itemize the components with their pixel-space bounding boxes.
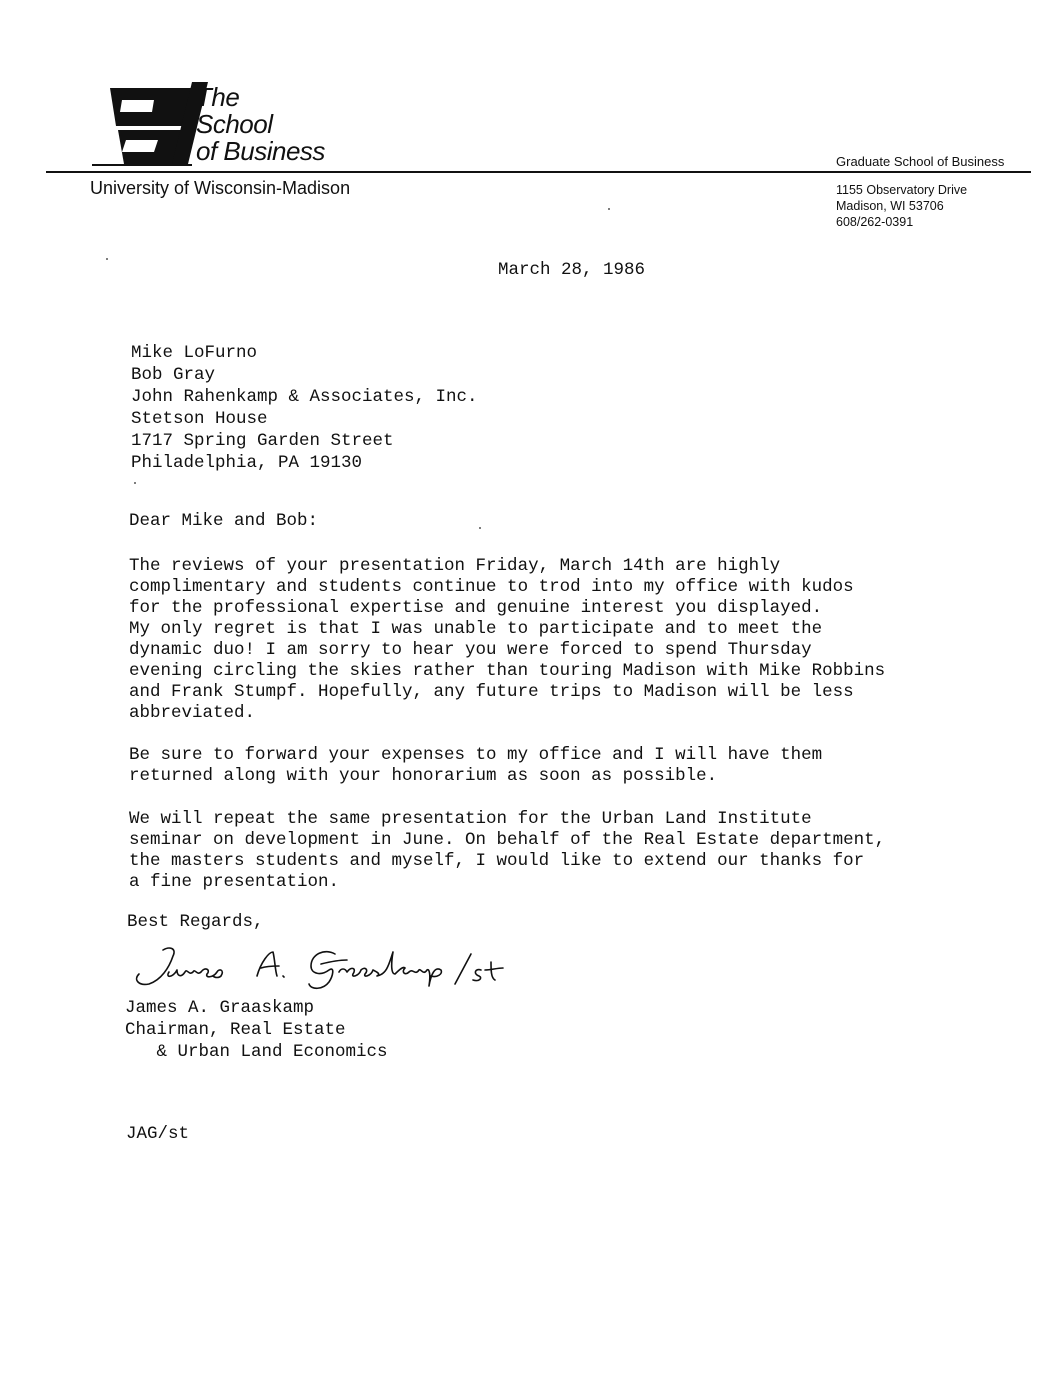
paragraph-line: We will repeat the same presentation for the Urban Land Institute — [129, 809, 812, 829]
logo-line-3: of Business — [196, 136, 325, 166]
paragraph-line: returned along with your honorarium as soon as possible. — [129, 766, 718, 786]
logo-line-2: School — [196, 109, 273, 139]
signer-title: Chairman, Real Estate — [125, 1020, 346, 1040]
recipient-block — [131, 342, 478, 474]
paragraph-line: and Frank Stumpf. Hopefully, any future trips to Madison will be less — [129, 682, 854, 702]
letter-date: March 28, 1986 — [498, 260, 646, 280]
body-paragraph-2 — [129, 745, 822, 787]
university-name: University of Wisconsin-Madison — [90, 178, 351, 198]
paragraph-line: for the professional expertise and genuine interest you displayed. — [129, 598, 823, 618]
scan-speck — [608, 208, 610, 210]
paragraph-line: evening circling the skies rather than touring Madison with Mike Robbins — [129, 661, 886, 681]
paragraph-line: Be sure to forward your expenses to my office and I will have them — [129, 745, 823, 765]
scan-speck — [106, 258, 108, 260]
signer-block — [125, 997, 388, 1063]
body-paragraph-3 — [129, 809, 885, 893]
paragraph-line: dynamic duo! I am sorry to hear you were forced to spend Thursday — [129, 640, 812, 660]
logo-underline — [92, 164, 192, 166]
body-paragraph-1 — [129, 556, 885, 724]
logo-line-1: The — [196, 82, 240, 112]
department-name: Graduate School of Business — [836, 154, 1005, 169]
paragraph-line: complimentary and students continue to trod into my office with kudos — [129, 577, 854, 597]
letterhead-address — [836, 182, 967, 230]
recipient-line: Bob Gray — [131, 365, 216, 385]
signer-name: James A. Graaskamp — [125, 998, 315, 1018]
phone-line: 608/262-0391 — [836, 215, 914, 229]
logo-wordmark — [196, 84, 325, 165]
address-line: Madison, WI 53706 — [836, 199, 944, 213]
handwritten-signature — [125, 940, 545, 996]
closing: Best Regards, — [127, 912, 264, 932]
paragraph-line: abbreviated. — [129, 703, 256, 723]
recipient-line: 1717 Spring Garden Street — [131, 431, 394, 451]
salutation: Dear Mike and Bob: — [129, 511, 319, 531]
paragraph-line: My only regret is that I was unable to participate and to meet the — [129, 619, 823, 639]
scan-speck — [479, 527, 481, 529]
paragraph-line: The reviews of your presentation Friday, March 14th are highly — [129, 556, 781, 576]
letterhead-rule — [46, 171, 1031, 173]
recipient-line: Philadelphia, PA 19130 — [131, 453, 363, 473]
paragraph-line: seminar on development in June. On behalf of the Real Estate department, — [129, 830, 886, 850]
reference-initials: JAG/st — [126, 1124, 190, 1144]
address-line: 1155 Observatory Drive — [836, 183, 968, 197]
recipient-line: Mike LoFurno — [131, 343, 258, 363]
recipient-line: John Rahenkamp & Associates, Inc. — [131, 387, 478, 407]
paragraph-line: the masters students and myself, I would like to extend our thanks for — [129, 851, 865, 871]
recipient-line: Stetson House — [131, 409, 268, 429]
signer-title: & Urban Land Economics — [125, 1042, 388, 1062]
scan-speck — [134, 482, 136, 484]
paragraph-line: a fine presentation. — [129, 872, 340, 892]
